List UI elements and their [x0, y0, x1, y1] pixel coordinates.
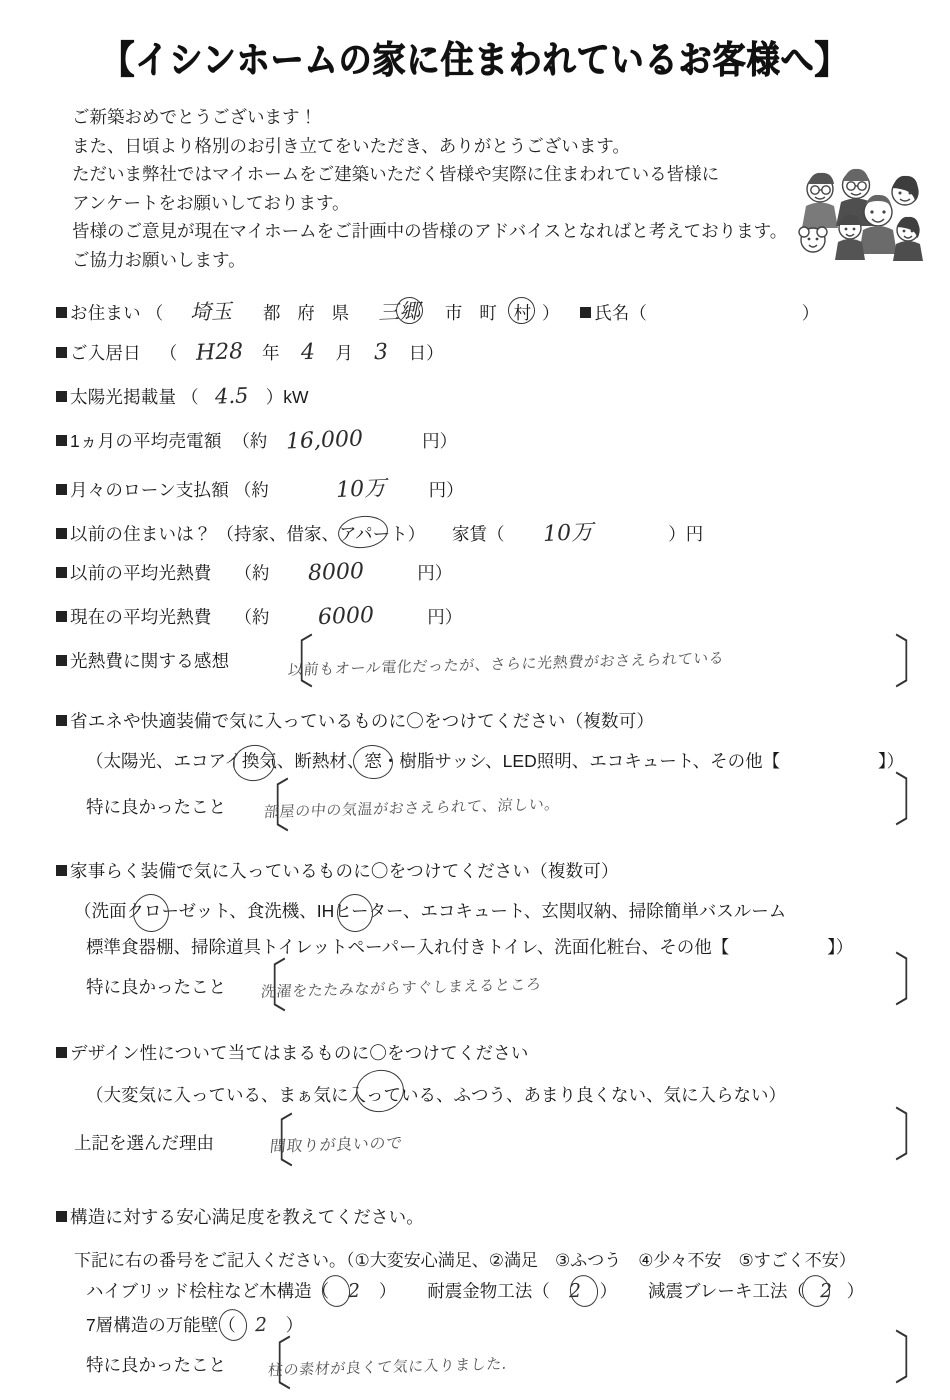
bracket-open-icon: 〔	[246, 1330, 292, 1398]
design-options-line[interactable]: （大変気に入っている、まぁ気に入っている、ふつう、あまり良くない、気に入らない）	[86, 1085, 786, 1105]
intro-line-4: アンケートをお願いしております。	[72, 192, 350, 213]
field-row-sell-power	[56, 428, 950, 472]
rent-close: ）円	[668, 524, 704, 544]
structure-heading: 構造に対する安心満足度を教えてください。	[70, 1207, 424, 1227]
field-row-current-utility	[56, 604, 950, 648]
field-row-address: お住まい （ 埼玉 都 府 県 三郷 市 町 村 ） 氏名（ ）	[56, 296, 950, 340]
current-utility-close: 円）	[427, 607, 463, 627]
design-reason-value[interactable]: 間取りが良いので	[269, 1133, 404, 1156]
address-city-units[interactable]: 市 町 村	[444, 303, 538, 323]
solar-close: ）kW	[265, 387, 309, 407]
housework-options-row-1	[56, 898, 950, 934]
bullet-icon	[56, 307, 67, 318]
sell-power-open-paren: （約	[232, 431, 268, 451]
structure-item-3-close: ）	[285, 1315, 304, 1335]
housework-options-line1[interactable]: （洗面クローゼット、食洗機、IHヒーター、エコキュート、玄関収納、掃除簡単バスルーム	[74, 901, 787, 921]
housework-best-label: 特に良かったこと	[86, 977, 226, 997]
name-value[interactable]	[652, 316, 802, 322]
current-utility-label: 現在の平均光熱費	[70, 607, 212, 627]
loan-open-paren: （約	[233, 480, 269, 500]
address-pref-units[interactable]: 都 府 県	[262, 303, 356, 323]
bullet-icon	[56, 1047, 67, 1058]
movein-month-unit: 月	[335, 343, 353, 363]
bracket-close-icon: 〕	[894, 946, 940, 1014]
movein-day-value[interactable]: 3	[373, 339, 389, 366]
previous-home-label: 以前の住まいは？	[70, 524, 212, 544]
design-heading: デザイン性について当てはまるものに〇をつけてください	[70, 1043, 529, 1063]
name-label: 氏名	[594, 303, 630, 323]
housework-best-value[interactable]: 洗濯をたたみながらすぐしまえるところ	[260, 975, 543, 1001]
energy-heading: 省エネや快適装備で気に入っているものに〇をつけてください（複数可）	[70, 711, 655, 731]
structure-item-1-close: ）	[599, 1281, 618, 1301]
structure-item-1-label: 耐震金物工法（	[427, 1281, 550, 1301]
movein-open-paren: （	[159, 343, 178, 363]
housework-heading: 家事らく装備で気に入っているものに〇をつけてください（複数可）	[70, 861, 619, 881]
rent-value[interactable]: 10万	[542, 520, 594, 547]
energy-options-line[interactable]: （太陽光、エコアイ換気、断熱材、窓・樹脂サッシ、LED照明、エコキュート、その他【	[86, 751, 781, 771]
bracket-open-icon: 〔	[244, 772, 290, 840]
housework-options-tail: 】）	[827, 937, 854, 957]
structure-items-row-2	[56, 1312, 950, 1352]
bracket-open-icon: 〔	[268, 628, 314, 696]
structure-item-0-label: ハイブリッド桧柱など木構造（	[86, 1281, 330, 1301]
field-row-solar-capacity	[56, 384, 950, 428]
structure-item-0-close: ）	[378, 1281, 397, 1301]
structure-items-row-1	[56, 1278, 950, 1312]
field-row-previous-home	[56, 516, 950, 560]
movein-label: ご入居日	[70, 343, 141, 363]
address-close-paren: ）	[542, 303, 560, 323]
intro-line-1: ご新築おめでとうございます！	[72, 107, 317, 127]
sell-power-label: 1ヵ月の平均売電額	[70, 431, 222, 451]
bullet-icon	[56, 528, 67, 539]
previous-home-options[interactable]: （持家、借家、アパート）	[216, 524, 426, 544]
movein-month-value[interactable]: 4	[300, 339, 315, 366]
design-options-row	[56, 1082, 950, 1130]
bullet-icon	[56, 655, 67, 666]
section-heading-design	[56, 1040, 950, 1082]
field-row-movein-date	[56, 340, 950, 384]
bracket-open-icon: 〔	[241, 952, 287, 1020]
bullet-icon	[56, 484, 67, 495]
sell-power-close: 円）	[422, 431, 458, 451]
questionnaire-form	[56, 296, 950, 1400]
movein-day-unit: 日）	[408, 343, 444, 363]
bullet-icon	[56, 1211, 67, 1222]
bracket-close-icon: 〕	[894, 628, 940, 696]
energy-best-label: 特に良かったこと	[86, 797, 226, 817]
bracket-close-icon: 〕	[894, 766, 940, 834]
solar-open-paren: （	[181, 387, 199, 407]
bullet-icon	[56, 715, 67, 726]
intro-line-6: ご協力お願いします。	[72, 249, 246, 270]
structure-best-label: 特に良かったこと	[86, 1355, 226, 1375]
title-container	[0, 34, 950, 81]
bullet-icon	[56, 391, 67, 402]
housework-options-line2[interactable]: 標準食器棚、掃除道具トイレットペーパー入れ付きトイレ、洗面化粧台、その他【	[86, 937, 730, 957]
address-label: お住まい	[70, 303, 141, 323]
previous-utility-open-paren: （約	[234, 563, 270, 583]
bullet-icon	[56, 567, 67, 578]
utility-comment-value[interactable]: 以前もオール電化だったが、さらに光熱費がおさえられている	[287, 648, 726, 680]
previous-utility-value[interactable]: 8000	[307, 558, 365, 587]
intro-paragraph	[72, 103, 950, 274]
previous-utility-close: 円）	[417, 563, 453, 583]
movein-year-unit: 年	[262, 343, 280, 363]
solar-label: 太陽光掲載量	[70, 387, 177, 407]
utility-comment-label: 光熱費に関する感想	[70, 651, 230, 671]
intro-line-2: また、日頃より格別のお引き立てをいただき、ありがとうございます。	[72, 135, 630, 156]
current-utility-open-paren: （約	[234, 607, 270, 627]
intro-line-3: ただいま弊社ではマイホームをご建築いただく皆様や実際に住まわれている皆様に	[72, 164, 720, 184]
structure-item-3-value[interactable]: 2	[254, 1313, 268, 1337]
bracket-open-icon: 〔	[248, 1107, 294, 1175]
sell-power-value[interactable]: 16,000	[285, 426, 364, 455]
movein-year-value[interactable]: H28	[195, 339, 244, 366]
structure-scale-line: 下記に右の番号をご記入ください。（①大変安心満足、②満足 ③ふつう ④少々不安 ⑤すごく不安）	[74, 1251, 856, 1270]
previous-utility-label: 以前の平均光熱費	[70, 563, 212, 583]
loan-close: 円）	[428, 480, 464, 500]
energy-options-row	[56, 748, 950, 794]
structure-best-value[interactable]: 柱の素材が良くて気に入りました.	[267, 1354, 509, 1380]
bullet-icon	[56, 611, 67, 622]
address-city-value[interactable]: 三郷	[377, 299, 421, 325]
bullet-icon	[56, 347, 67, 358]
structure-scale-row	[56, 1246, 950, 1278]
design-reason-label: 上記を選んだ理由	[74, 1133, 214, 1153]
energy-best-value[interactable]: 部屋の中の気温がおさえられて、涼しい。	[263, 794, 561, 822]
energy-best-row	[56, 766, 950, 842]
section-heading-energy	[56, 708, 950, 748]
bullet-icon	[56, 435, 67, 446]
bracket-close-icon: 〕	[894, 1324, 940, 1392]
page-title: 【イシンホームの家に住まわれているお客様へ】	[101, 39, 849, 81]
design-reason-row	[56, 1101, 950, 1178]
structure-item-0-value[interactable]: 2	[347, 1279, 361, 1303]
housework-options-row-2	[56, 934, 950, 974]
structure-item-2-value[interactable]: 2	[819, 1279, 833, 1303]
field-row-previous-utility	[56, 560, 950, 604]
energy-options-tail: 】）	[877, 751, 905, 771]
address-pref-value[interactable]: 埼玉	[189, 299, 233, 325]
loan-label: 月々のローン支払額	[70, 480, 229, 500]
current-utility-value[interactable]: 6000	[317, 602, 375, 631]
intro-line-5: 皆様のご意見が現在マイホームをご計画中の皆様のアドバイスとなればと考えております。	[72, 221, 788, 241]
field-row-utility-comment	[56, 628, 950, 696]
structure-item-2-close: ）	[846, 1281, 865, 1301]
bullet-icon	[56, 865, 67, 876]
solar-value[interactable]: 4.5	[215, 383, 250, 409]
bracket-close-icon: 〕	[894, 1101, 940, 1169]
field-row-loan-payment	[56, 472, 950, 516]
structure-item-2-label: 減震ブレーキ工法（	[648, 1281, 805, 1301]
section-heading-structure	[56, 1204, 950, 1246]
structure-item-1-value[interactable]: 2	[568, 1279, 582, 1303]
address-open-paren: （	[145, 303, 164, 323]
bullet-icon	[580, 307, 591, 318]
section-heading-housework	[56, 858, 950, 898]
housework-other-value[interactable]	[734, 951, 822, 954]
loan-value[interactable]: 10万	[335, 476, 387, 503]
energy-other-value[interactable]	[785, 765, 873, 768]
rent-label: 家賃（	[451, 524, 505, 544]
structure-item-3-label: 7層構造の万能壁（	[86, 1315, 236, 1335]
